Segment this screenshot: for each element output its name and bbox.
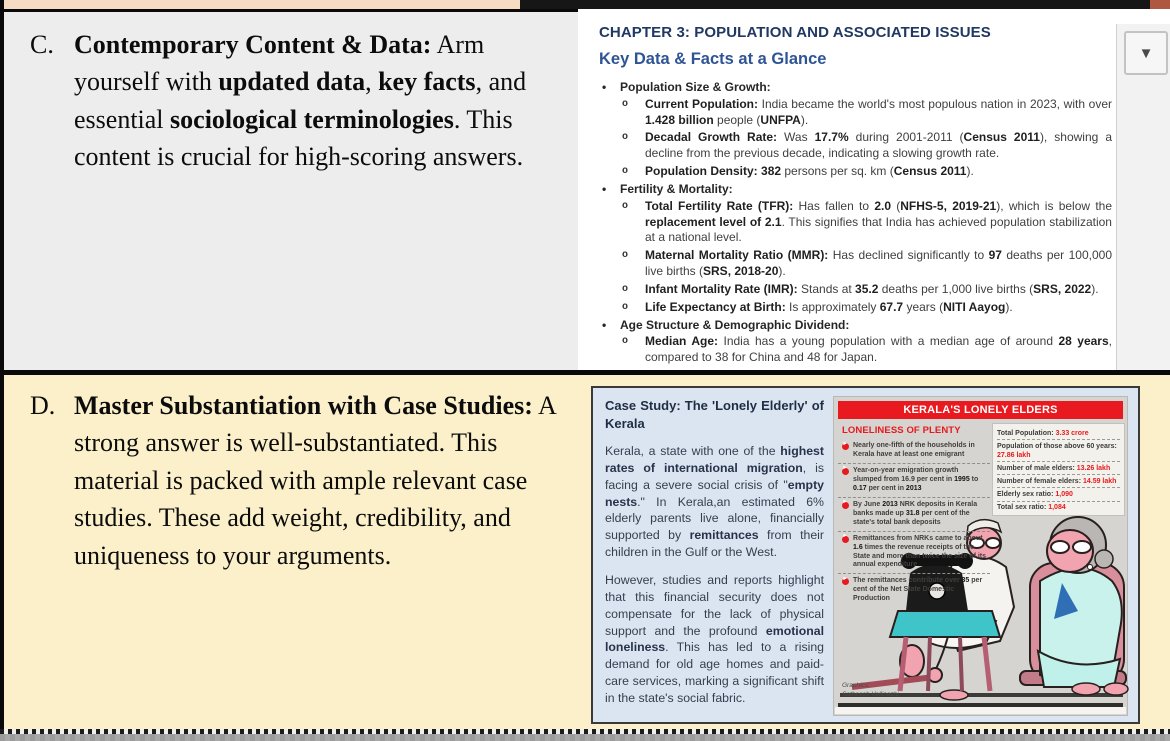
chevron-down-icon: ▼ — [1138, 44, 1154, 62]
circle-o-marker: o — [622, 98, 629, 110]
credit-line-2: Satheesh Vellinezhi — [842, 690, 899, 698]
point-d — [30, 387, 578, 574]
stat-row — [997, 427, 1120, 440]
page-bottom-strip — [0, 734, 1170, 741]
infographic-section-title: LONELINESS OF PLENTY — [842, 425, 961, 436]
infographic-bullet — [838, 439, 990, 464]
bullet-dot-marker: • — [602, 80, 607, 94]
scrollbar-track[interactable] — [1116, 24, 1170, 382]
chapter-sub-text: Current Population: India became the world's most populous nation in 2023, with over 1.428 billion people (UNFPA). — [645, 96, 1112, 127]
point-c-marker: C. — [30, 30, 54, 59]
circle-o-marker: o — [622, 200, 629, 212]
stat-value: 27.86 lakh — [997, 451, 1031, 459]
chapter-sub-item — [620, 164, 1112, 180]
stat-label: Number of female elders: — [997, 477, 1083, 485]
row-c-left-cell — [4, 12, 578, 370]
stat-label: Number of male elders: — [997, 464, 1077, 472]
infographic-bullet — [838, 532, 990, 575]
case-study-panel — [591, 386, 1140, 724]
circle-o-marker: o — [622, 166, 629, 178]
infographic-bullet — [838, 498, 990, 532]
stat-value: 13.26 lakh — [1076, 464, 1111, 472]
stat-row — [997, 462, 1120, 475]
chapter-sub-text: Infant Mortality Rate (IMR): Stands at 35.2 deaths per 1,000 live births (SRS, 2022). — [645, 281, 1099, 296]
chapter-bullet-list — [599, 80, 1112, 366]
circle-o-marker: o — [622, 132, 629, 144]
infographic-bullet-column — [838, 423, 990, 607]
chapter-sub-item — [620, 130, 1112, 162]
point-d-marker: D. — [30, 391, 56, 420]
stat-row — [997, 475, 1120, 488]
stat-row — [997, 502, 1120, 514]
chapter-sub-item — [620, 334, 1112, 366]
red-arrow-bullet-icon — [842, 536, 849, 543]
infographic-bullet-text: By June 2013 NRK deposits in Kerala banks made up 31.8 per cent of the state's total bank deposits — [853, 500, 978, 526]
red-arrow-bullet-icon — [842, 578, 849, 585]
stat-row — [997, 488, 1120, 501]
circle-o-marker: o — [622, 336, 629, 348]
top-corner-accent — [1150, 0, 1170, 9]
chapter-sub-text: Life Expectancy at Birth: Is approximately 67.7 years (NITI Aayog). — [645, 299, 1013, 314]
chapter-panel — [582, 12, 1116, 370]
circle-o-marker: o — [622, 301, 629, 313]
row-d — [4, 375, 1170, 729]
case-study-text-column — [605, 397, 824, 707]
chapter-sub-text: Median Age: India has a young population with a median age of around 28 years, compared to 38 for China and 48 for Japan. — [645, 334, 1112, 365]
chapter-sub-text: Total Fertility Rate (TFR): Has fallen to 2.0 (NFHS-5, 2019-21), which is below the replacement level of 2.1. This signifies that India has achieved population stabilization at a national level. — [645, 198, 1113, 245]
circle-o-marker: o — [622, 250, 629, 262]
chapter-sub-text: Maternal Mortality Ratio (MMR): Has declined significantly to 97 deaths per 100,000 live births (SRS, 2018-20). — [645, 248, 1112, 279]
infographic-bullet-list — [838, 439, 990, 607]
stat-value: 1,090 — [1055, 490, 1073, 498]
infographic-banner: KERALA'S LONELY ELDERS — [838, 401, 1123, 419]
red-arrow-bullet-icon — [842, 502, 849, 509]
case-study-paragraph-2: However, studies and reports highlight that this financial security does not compensate for the lack of physical support and the profound emotional loneliness. This has led to a rising demand for old age homes and paid-care services, marking a significant shift in the state's social fabric. — [605, 573, 824, 705]
scroll-down-button[interactable] — [1124, 31, 1168, 75]
chapter-group-label: Age Structure & Demographic Dividend: — [620, 317, 850, 332]
stat-value: 14.59 lakh — [1082, 477, 1117, 485]
infographic-bullet — [838, 574, 990, 607]
infographic-footer-strip — [835, 707, 1126, 714]
chapter-sub-item — [620, 97, 1112, 129]
infographic-bullet-text: The remittances contribute over 35 per cent of the Net State Domestic Production — [853, 577, 983, 603]
chapter-subtitle: Key Data & Facts at a Glance — [599, 50, 827, 68]
chapter-sub-item — [620, 199, 1112, 246]
chapter-group-label: Population Size & Growth: — [620, 80, 771, 94]
chapter-sub-item — [620, 282, 1112, 298]
credit-line-1: Graphics: — [842, 682, 870, 690]
chapter-sub-item — [620, 248, 1112, 280]
chapter-sub-text: Population Density: 382 persons per sq. km (Census 2011). — [645, 164, 974, 179]
point-c-text: Contemporary Content & Data: Arm yourself with updated data, key facts, and essential sociological terminologies. This content is crucial for high-scoring answers. — [74, 30, 527, 172]
case-study-paragraph-1: Kerala, a state with one of the highest rates of international migration, is facing a severe social crisis of "empty nests." In Kerala,an estimated 6% elderly parents live alone, financially supported by remittances from their children in the Gulf or the West. — [605, 444, 825, 560]
point-d-text: Master Substantiation with Case Studies: A strong answer is well-substantiated. This material is packed with ample relevant case studies. These add weight, credibility, and uniqueness to your arguments. — [74, 391, 556, 570]
infographic-credit — [842, 682, 899, 699]
top-peach-strip — [4, 0, 520, 9]
chapter-sub-text: Decadal Growth Rate: Was 17.7% during 2001-2011 (Census 2011), showing a decline from the previous decade, indicating a slowing growth rate. — [645, 130, 1112, 161]
stat-label: Population of those above 60 years: — [997, 442, 1117, 450]
chapter-title: CHAPTER 3: POPULATION AND ASSOCIATED ISSUES — [599, 24, 991, 41]
kerala-infographic — [833, 396, 1128, 716]
stat-row — [997, 440, 1120, 462]
chapter-sub-item — [620, 300, 1112, 316]
row-c — [4, 12, 1170, 370]
stat-label: Total sex ratio: — [997, 504, 1049, 512]
infographic-stats-box — [992, 423, 1125, 516]
chapter-group-heading — [599, 182, 1112, 198]
bullet-dot-marker: • — [602, 317, 607, 332]
stat-label: Total Population: — [997, 429, 1056, 437]
infographic-bottom-bar — [838, 703, 1123, 707]
chapter-group-heading — [599, 318, 1112, 334]
stat-label: Elderly sex ratio: — [997, 490, 1056, 498]
circle-o-marker: o — [622, 283, 629, 295]
bullet-dot-marker: • — [602, 181, 607, 196]
infographic-bullet-text: Remittances from NRKs came to about 1.6 times the revenue receipts of the State and more than twice the size of its annual expenditure — [853, 534, 987, 569]
stat-value: 3.33 crore — [1055, 429, 1089, 437]
chapter-group-label: Fertility & Mortality: — [620, 181, 733, 196]
red-arrow-bullet-icon — [842, 468, 849, 475]
chapter-group-heading — [599, 80, 1112, 96]
infographic-bullet-text: Year-on-year emigration growth slumped from 16.9 per cent in 1995 to 0.17 per cent in 2013 — [853, 466, 979, 492]
point-c — [30, 26, 570, 176]
red-arrow-bullet-icon — [842, 443, 849, 450]
infographic-bullet — [838, 464, 990, 498]
stat-value: 1,084 — [1048, 504, 1066, 512]
top-dark-strip — [520, 0, 1170, 9]
case-study-title: Case Study: The 'Lonely Elderly' of Kerala — [605, 398, 824, 431]
infographic-bullet-text: Nearly one-fifth of the households in Kerala have at least one emigrant — [853, 442, 975, 458]
